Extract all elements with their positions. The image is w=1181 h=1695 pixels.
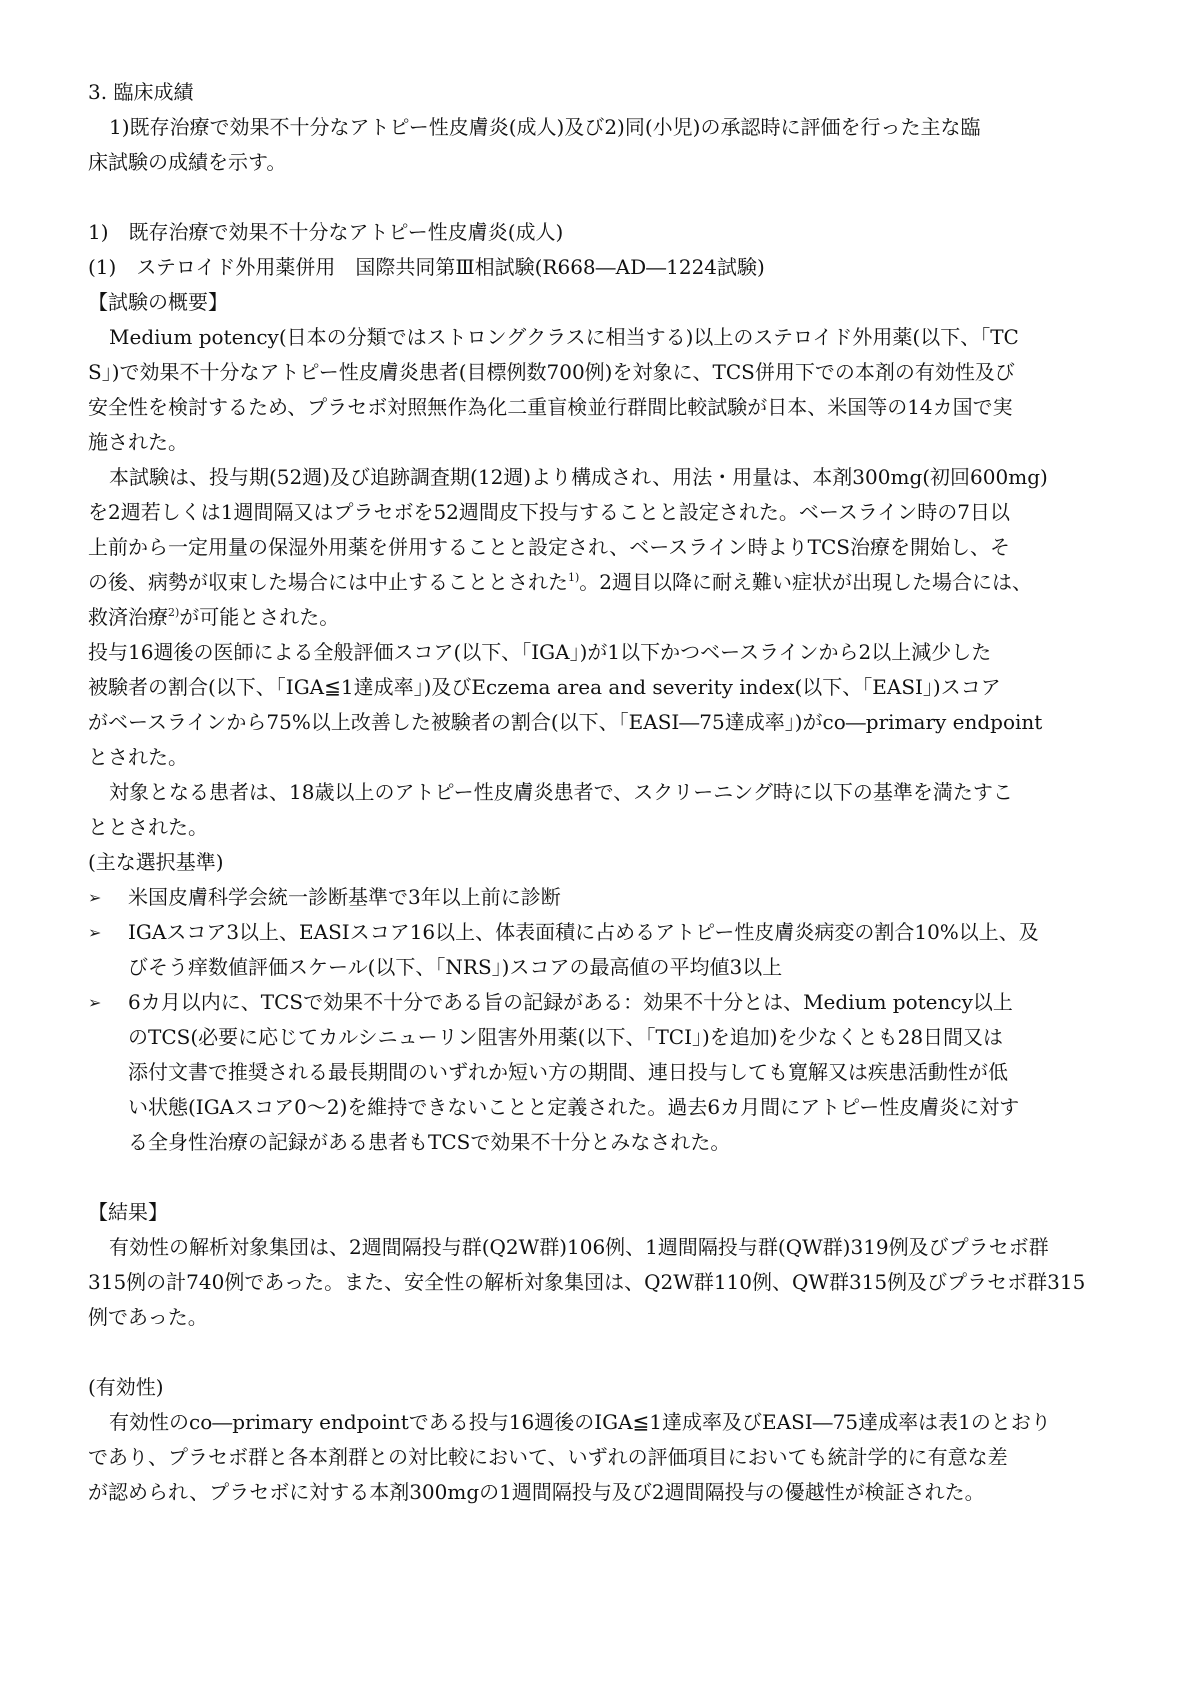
paragraph-line: を2週若しくは1週間隔又はプラセボを52週間皮下投与することと設定された。ベースライン時の7日以 xyxy=(88,500,1011,524)
criteria-text: 6カ月以内に、TCSで効果不十分である旨の記録がある：効果不十分とは、Medium potency以上 xyxy=(128,990,1013,1014)
paragraph-line: がベースラインから75%以上改善した被験者の割合(以下、「EASI―75達成率」)がco―primary endpoint xyxy=(88,710,1043,734)
criteria-text: のTCS(必要に応じてカルシニューリン阻害外用薬(以下、「TCI」)を追加)を少なくとも28日間又は xyxy=(128,1025,1004,1049)
results-heading: 【結果】 xyxy=(88,1200,168,1224)
paragraph-line: 本試験は、投与期(52週)及び追跡調査期(12週)より構成され、用法・用量は、本剤300mg(初回600mg) xyxy=(109,465,1048,489)
paragraph-line: とされた。 xyxy=(88,745,188,769)
arrow-bullet-icon: ➢ xyxy=(88,888,102,907)
paragraph-line xyxy=(88,565,1098,600)
paragraph-line: 施された。 xyxy=(88,430,188,454)
paragraph-line: ととされた。 xyxy=(88,815,208,839)
paragraph-line: 上前から一定用量の保湿外用薬を併用することと設定され、ベースライン時よりTCS治療を開始し、そ xyxy=(88,535,1010,559)
criteria-text: びそう痒数値評価スケール(以下、「NRS」)スコアの最高値の平均値3以上 xyxy=(128,955,783,979)
paragraph-line: 有効性の解析対象集団は、2週間隔投与群(Q2W群)106例、1週間隔投与群(QW群)319例及びプラセボ群 xyxy=(109,1235,1049,1259)
text: が可能とされた。 xyxy=(179,605,340,629)
criteria-item xyxy=(88,880,1098,915)
paragraph-line xyxy=(88,600,1098,635)
text: 。2週目以降に耐え難い症状が出現した場合には、 xyxy=(579,570,1033,594)
paragraph-line: Medium potency(日本の分類ではストロングクラスに相当する)以上のステロイド外用薬(以下、「TC xyxy=(109,325,1019,349)
text: 救済治療 xyxy=(88,605,168,629)
paragraph-line: であり、プラセボ群と各本剤群との対比較において、いずれの評価項目においても統計学的に有意な差 xyxy=(88,1445,1008,1469)
reference-2: 2) xyxy=(168,606,180,619)
intro-line: 床試験の成績を示す。 xyxy=(88,150,287,174)
arrow-bullet-icon: ➢ xyxy=(88,993,102,1012)
text: の後、病勢が収束した場合には中止することとされた xyxy=(88,570,568,594)
paragraph-line: 対象となる患者は、18歳以上のアトピー性皮膚炎患者で、スクリーニング時に以下の基準を満たすこ xyxy=(109,780,1013,804)
paragraph-line: 有効性のco―primary endpointである投与16週後のIGA≦1達成率及びEASI―75達成率は表1のとおり xyxy=(109,1410,1051,1434)
paragraph-line: 投与16週後の医師による全般評価スコア(以下、「IGA」)が1以下かつベースラインから2以上減少した xyxy=(88,640,992,664)
overview-heading: 【試験の概要】 xyxy=(88,290,228,314)
paragraph-line: S」)で効果不十分なアトピー性皮膚炎患者(目標例数700例)を対象に、TCS併用下での本剤の有効性及び xyxy=(88,360,1015,384)
subsection-title: 1) 既存治療で効果不十分なアトピー性皮膚炎(成人) xyxy=(88,220,564,244)
efficacy-heading: (有効性) xyxy=(88,1375,164,1399)
document-page xyxy=(88,75,1098,1510)
trial-title: (1) ステロイド外用薬併用 国際共同第Ⅲ相試験(R668―AD―1224試験) xyxy=(88,255,765,279)
paragraph-line: 315例の計740例であった。また、安全性の解析対象集団は、Q2W群110例、QW群315例及びプラセボ群315 xyxy=(88,1270,1086,1294)
criteria-text: IGAスコア3以上、EASIスコア16以上、体表面積に占めるアトピー性皮膚炎病変の割合10%以上、及 xyxy=(128,920,1039,944)
criteria-text: 米国皮膚科学会統一診断基準で3年以上前に診断 xyxy=(128,885,561,909)
section-title: 3. 臨床成績 xyxy=(88,80,194,104)
paragraph-line: 被験者の割合(以下、「IGA≦1達成率」)及びEczema area and severity index(以下、「EASI」)スコア xyxy=(88,675,1001,699)
criteria-item xyxy=(88,915,1098,950)
criteria-item xyxy=(88,985,1098,1020)
paragraph-line: が認められ、プラセボに対する本剤300mgの1週間隔投与及び2週間隔投与の優越性が検証された。 xyxy=(88,1480,985,1504)
intro-line: 1)既存治療で効果不十分なアトピー性皮膚炎(成人)及び2)同(小児)の承認時に評価を行った主な臨 xyxy=(109,115,981,139)
arrow-bullet-icon: ➢ xyxy=(88,923,102,942)
paragraph-line: 例であった。 xyxy=(88,1305,208,1329)
criteria-text: る全身性治療の記録がある患者もTCSで効果不十分とみなされた。 xyxy=(128,1130,731,1154)
reference-1: 1) xyxy=(568,571,580,584)
criteria-heading: (主な選択基準) xyxy=(88,850,224,874)
paragraph-line: 安全性を検討するため、プラセボ対照無作為化二重盲検並行群間比較試験が日本、米国等の14カ国で実 xyxy=(88,395,1013,419)
criteria-text: い状態(IGAスコア0～2)を維持できないことと定義された。過去6カ月間にアトピー性皮膚炎に対す xyxy=(128,1095,1020,1119)
criteria-text: 添付文書で推奨される最長期間のいずれか短い方の期間、連日投与しても寛解又は疾患活動性が低 xyxy=(128,1060,1008,1084)
